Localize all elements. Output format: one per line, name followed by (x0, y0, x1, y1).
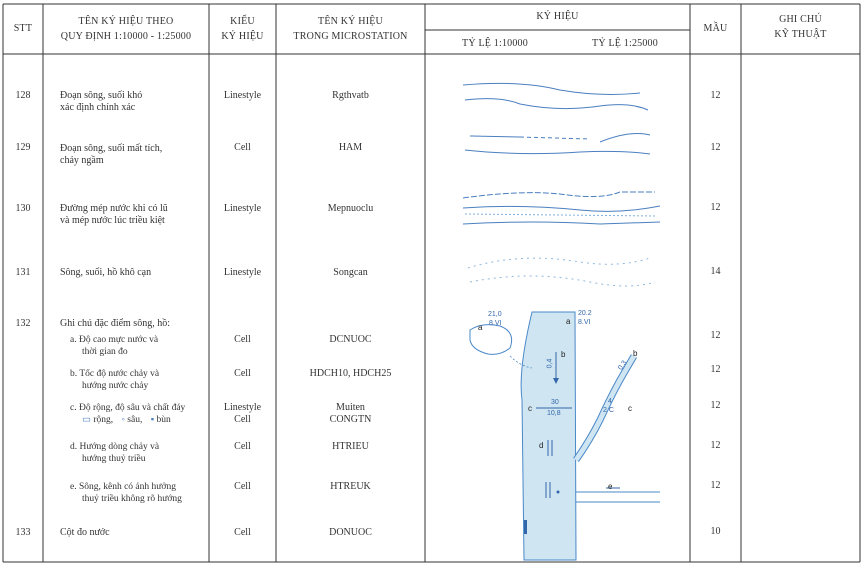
symbol-129-stream-lower (465, 150, 650, 154)
row-132b-name-1: b. Tốc độ nước chảy và (70, 369, 160, 379)
symbol-132-main-river (521, 312, 576, 560)
header-scale-10000: TỶ LỆ 1:10000 (462, 38, 528, 49)
row-132c-depth-label: sâu, (127, 415, 143, 425)
row-129-color: 12 (710, 142, 721, 153)
map-label-c-right: c (628, 404, 632, 413)
row-132a-name-2: thời gian đo (82, 347, 128, 357)
header-scale-25000: TỶ LỆ 1:25000 (592, 38, 658, 49)
symbol-130-water-edge-bottom (463, 222, 660, 224)
row-132d-ms-name: HTRIEU (332, 441, 369, 452)
map-label-right-value-bottom: 8.VI (578, 319, 591, 326)
row-132b-color: 12 (710, 364, 721, 375)
row-132e-name-1: e. Sông, kênh có ảnh hưởng (70, 482, 176, 492)
row-130-type: Linestyle (223, 203, 262, 214)
row-132c-color: 12 (710, 400, 721, 411)
row-129-type: Cell (234, 142, 251, 153)
symbol-130-low-tide-edge (465, 214, 655, 216)
map-label-width-value: 30 (551, 399, 559, 406)
map-label-d: d (539, 441, 544, 450)
row-133-stt: 133 (15, 527, 31, 538)
row-132b-ms-name: HDCH10, HDCH25 (309, 368, 392, 379)
symbol-129-stream-upper (470, 136, 520, 137)
symbol-128-uncertain-stream (463, 83, 640, 94)
row-132b-type: Cell (234, 368, 251, 379)
row-129-name-1: Đoạn sông, suối mất tích, (60, 143, 163, 154)
row-132e-name-2: thuỷ triều không rõ hướng (82, 494, 182, 504)
symbol-129-stream-dashed (520, 137, 590, 139)
row-132-stt: 132 (15, 318, 31, 329)
row-131-stt: 131 (15, 267, 31, 278)
row-132d-color: 12 (710, 440, 721, 451)
row-128-type: Linestyle (223, 90, 262, 101)
row-130-ms-name: Mepnuoclu (327, 203, 374, 214)
map-label-b-mid: b (561, 350, 566, 359)
row-132c-type-1: Linestyle (223, 402, 262, 413)
row-132-title: Ghi chú đặc điểm sông, hồ: (60, 318, 170, 329)
row-132e-color: 12 (710, 480, 721, 491)
mud-symbol-icon: ▪ (150, 415, 155, 425)
row-132d-name-1: d. Hướng dòng chảy và (70, 442, 160, 452)
header-type-line1: KIỂU (230, 16, 255, 27)
row-132c-name-1: c. Độ rộng, độ sâu và chất đáy (70, 403, 186, 413)
map-label-left-value-top: 21,0 (488, 311, 502, 318)
header-stt: STT (13, 23, 33, 34)
row-133-type: Cell (234, 527, 251, 538)
row-132a-type: Cell (234, 334, 251, 345)
row-128-color: 12 (710, 90, 721, 101)
map-label-left-value-bottom: 8.VI (489, 320, 502, 327)
symbol-131-dry-river-2 (470, 276, 655, 286)
header-symbol: KÝ HIỆU (536, 11, 579, 22)
map-label-a-left: a (478, 323, 483, 332)
map-label-depth-value: 10,8 (547, 410, 561, 417)
row-130-name-1: Đường mép nước khi có lũ (60, 203, 168, 214)
symbol-131-dry-river-1 (468, 258, 650, 268)
symbol-130-water-edge-top (463, 206, 660, 211)
row-132e-type: Cell (234, 481, 251, 492)
header-name-line1: TÊN KÝ HIỆU THEO (78, 16, 174, 27)
row-132c-mud-label: bùn (156, 415, 171, 425)
row-132b-name-2: hướng nước chảy (82, 381, 149, 391)
row-128-ms-name: Rgthvatb (332, 90, 369, 101)
row-131-type: Linestyle (223, 267, 262, 278)
row-128-stt: 128 (15, 90, 31, 101)
row-130-name-2: và mép nước lúc triều kiệt (60, 215, 165, 226)
map-label-speed-right: 0,3 (617, 359, 629, 372)
map-label-speed: 0,4 (546, 358, 554, 369)
row-129-name-2: chảy ngầm (60, 155, 104, 166)
header-color: MẦU (703, 23, 728, 34)
map-label-e: e (608, 482, 613, 491)
row-132d-type: Cell (234, 441, 251, 452)
symbol-130-flood-edge (463, 192, 655, 198)
depth-symbol-icon: ◦ (121, 415, 125, 425)
map-label-a-right: a (566, 317, 571, 326)
row-131-name-1: Sông, suối, hồ khô cạn (60, 267, 152, 278)
symbol-132-tide-dot (557, 491, 560, 494)
header-ms-line2: TRONG MICROSTATION (293, 31, 408, 42)
map-label-c-left: c (528, 404, 532, 413)
row-132a-ms-name: DCNUOC (329, 334, 372, 345)
row-133-color: 10 (710, 526, 721, 537)
header-type-line2: KÝ HIỆU (221, 31, 264, 42)
map-label-right-value-top: 20.2 (578, 310, 592, 317)
row-129-ms-name: HAM (338, 142, 363, 153)
row-132e-ms-name: HTREUK (330, 481, 371, 492)
header-notes-line1: GHI CHÚ (779, 14, 822, 25)
header-name-line2: QUY ĐỊNH 1:10000 - 1:25000 (60, 31, 192, 42)
symbol-128-stream-lower (465, 99, 648, 110)
width-symbol-icon: ▭ (82, 415, 91, 425)
row-133-ms-name: DONUOC (329, 527, 372, 538)
row-132a-color: 12 (710, 330, 721, 341)
row-130-color: 12 (710, 202, 721, 213)
row-132d-name-2: hướng thuỷ triều (82, 454, 146, 464)
row-128-name-2: xác định chính xác (60, 102, 136, 113)
header-notes-line2: KỸ THUẬT (774, 29, 827, 40)
map-label-right-top: 4 (608, 398, 612, 405)
row-131-ms-name: Songcan (333, 267, 368, 278)
row-130-stt: 130 (15, 203, 31, 214)
symbol-129-stream-right (600, 134, 650, 142)
row-131-color: 14 (710, 266, 721, 277)
header-ms-line1: TÊN KÝ HIỆU (318, 16, 383, 27)
row-132c-type-2: Cell (234, 414, 251, 425)
row-132c-ms-name-1: Muiten (336, 402, 365, 413)
row-132a-name-1: a. Độ cao mực nước và (70, 335, 159, 345)
row-133-name-1: Cột đo nước (60, 527, 110, 538)
symbol-132-lake (470, 325, 512, 355)
row-129-stt: 129 (15, 142, 31, 153)
row-132c-ms-name-2: CONGTN (329, 414, 372, 425)
map-label-right-bottom: 2 C (603, 407, 614, 414)
map-label-b-right: b (633, 349, 638, 358)
symbol-133-water-gauge (524, 520, 527, 534)
row-128-name-1: Đoạn sông, suối khó (60, 90, 143, 101)
row-132c-width-label: rộng, (93, 415, 114, 425)
